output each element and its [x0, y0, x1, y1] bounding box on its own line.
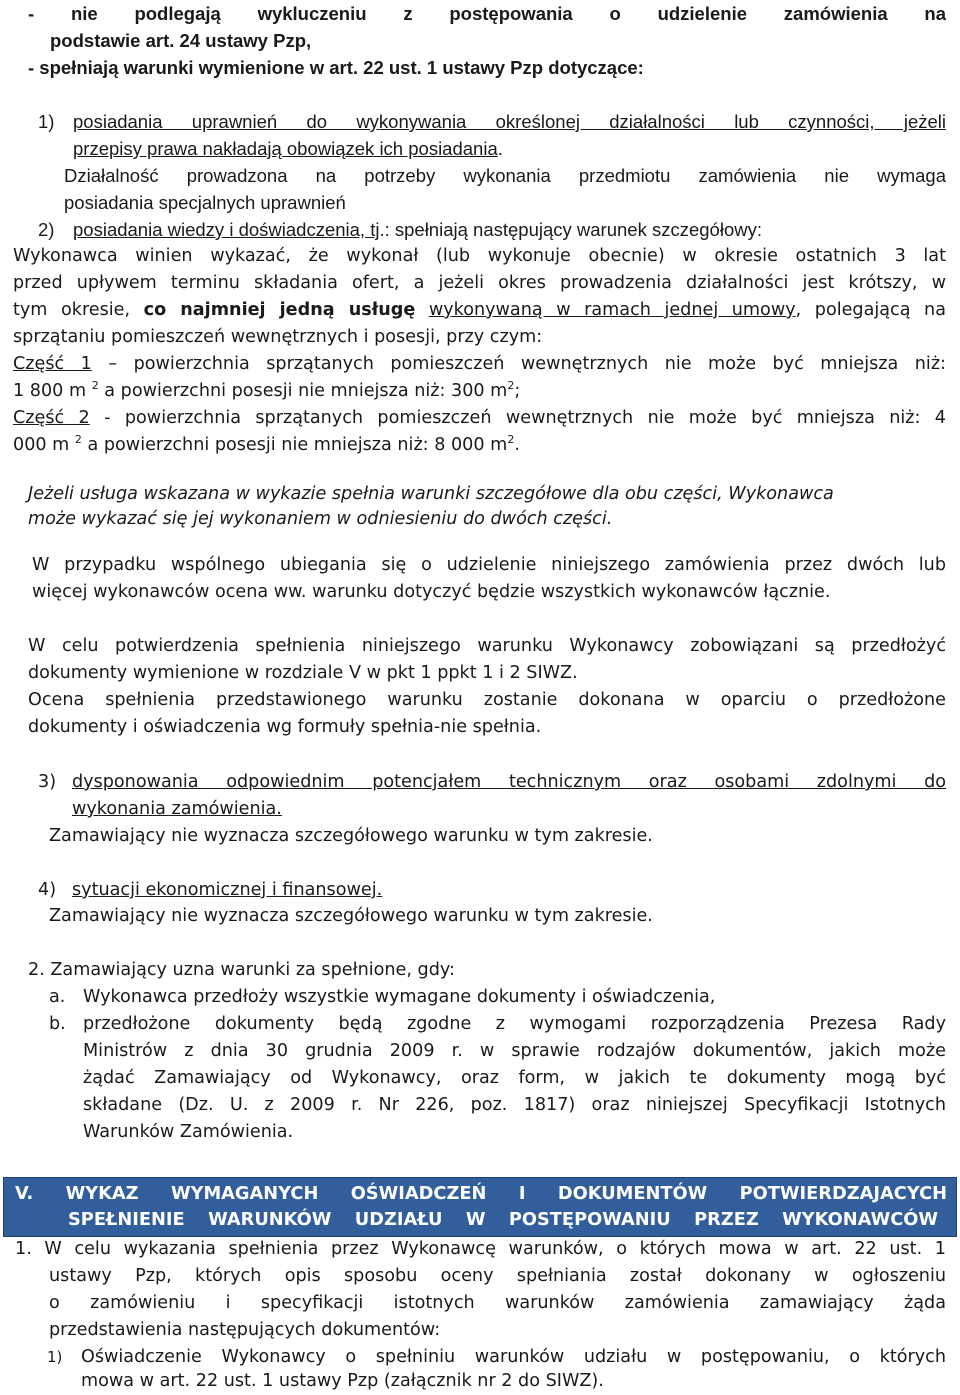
p1-line3-c: , polegającą na [795, 300, 946, 320]
evaluation-line2: dokumenty i oświadczenia wg formuły spełnia-nie spełnia. [28, 717, 542, 737]
part-1-area-c: ; [514, 381, 521, 401]
item-3-body: Zamawiający nie wyznacza szczegółowego warunku w tym zakresie. [49, 826, 653, 846]
section-2-b-line2: Ministrów z dnia 30 grudnia 2009 r. w sprawie rodzajów dokumentów, jakich może [83, 1041, 946, 1061]
part-1-text: – powierzchnia sprzątanych pomieszczeń wewnętrznych nie może być mniejsza niż: [91, 354, 946, 374]
part-1-sup-1: 2 [91, 379, 99, 392]
item-2-p1-line4: sprzątaniu pomieszczeń wewnętrznych i posesji, przy czym: [13, 327, 543, 347]
joint-bid-line2: więcej wykonawców ocena ww. warunku dotyczyć będzie wszystkich wykonawców łącznie. [32, 582, 831, 602]
requirement-dash-1-cont: podstawie art. 24 ustawy Pzp, [50, 30, 312, 51]
chapter-v-banner [3, 1177, 957, 1237]
italic-note-line1: Jeżeli usługa wskazana w wykazie spełnia warunki szczegółowe dla obu części, Wykonawca [28, 484, 834, 504]
section-2-a-text: Wykonawca przedłoży wszystkie wymagane dokumenty i oświadczenia, [83, 987, 716, 1007]
chapter-v-sub1-line1: Oświadczenie Wykonawcy o spełniniu warunków udziału w postępowaniu, o których [81, 1347, 946, 1367]
item-4-number: 4) [38, 880, 57, 900]
item-1-body-cont: posiadania specjalnych uprawnień [64, 192, 346, 213]
item-2-number: 2) [38, 219, 55, 240]
part-2-area-c: . [514, 435, 520, 455]
chapter-v-p1-line4: przedstawienia następujących dokumentów: [49, 1320, 441, 1340]
chapter-v-p1-line1: 1. W celu wykazania spełnienia przez Wykonawcę warunków, o których mowa w art. 22 ust. 1 [15, 1239, 946, 1259]
requirement-dash-2: - spełniają warunki wymienione w art. 22 ust. 1 ustawy Pzp dotyczące: [28, 57, 644, 78]
part-2-area-a: 000 m [13, 435, 75, 455]
p1-line3-bold: co najmniej jedną usługę [143, 300, 416, 320]
item-1-body: Działalność prowadzona na potrzeby wykonania przedmiotu zamówienia nie wymaga [64, 165, 946, 186]
part-2-line1 [13, 405, 946, 432]
part-1-line2 [13, 378, 520, 405]
item-2-title-text: posiadania wiedzy i doświadczenia, tj [73, 219, 380, 240]
item-2-p1-line1: Wykonawca winien wykazać, że wykonał (lub wykonuje obecnie) w okresie ostatnich 3 lat [13, 246, 946, 266]
section-2-b-line4: składane (Dz. U. z 2009 r. Nr 226, poz. 1817) oraz niniejszej Specyfikacji Istotnych [83, 1095, 946, 1115]
requirement-dash-1: - nie podlegają wykluczeniu z postępowania o udzielenie zamówienia na [28, 3, 946, 24]
section-2-b-line3: żądać Zamawiający od Wykonawcy, oraz form, w jakich te dokumenty mogą być [83, 1068, 946, 1088]
part-1-sup-2: 2 [507, 379, 515, 392]
item-3-title: dysponowania odpowiednim potencjałem technicznym oraz osobami zdolnymi do [72, 772, 946, 792]
p1-line3-underlined: wykonywaną w ramach jednej umowy [428, 300, 796, 320]
joint-bid-line1: W przypadku wspólnego ubiegania się o udzielenie niniejszego zamówienia przez dwóch lub [32, 555, 946, 575]
part-1-area-a: 1 800 m [13, 381, 92, 401]
italic-note-line2: może wykazać się jej wykonaniem w odniesieniu do dwóch części. [28, 509, 613, 529]
part-1-line1 [13, 351, 946, 378]
item-1-title-cont-text: przepisy prawa nakładają obowiązek ich posiadania [73, 138, 498, 159]
item-4-body: Zamawiający nie wyznacza szczegółowego warunku w tym zakresie. [49, 906, 653, 926]
chapter-v-heading-line2: SPEŁNIENIE WARUNKÓW UDZIAŁU W POSTĘPOWANIU PRZEZ WYKONAWCÓW [68, 1209, 938, 1230]
item-4-title: sytuacji ekonomicznej i finansowej. [72, 880, 383, 900]
part-2-line2 [13, 432, 520, 459]
item-1-title-cont [73, 135, 503, 162]
item-1-title: posiadania uprawnień do wykonywania określonej działalności lub czynności, jeżeli [73, 111, 946, 132]
confirm-line2: dokumenty wymienione w rozdziale V w pkt 1 ppkt 1 i 2 SIWZ. [28, 663, 578, 683]
part-2-sup-1: 2 [74, 433, 82, 446]
chapter-v-p1-line3: o zamówieniu i specyfikacji istotnych warunków zamówienia zamawiający żąda [49, 1293, 946, 1313]
section-2-a-label: a. [49, 987, 66, 1007]
confirm-line1: W celu potwierdzenia spełnienia niniejszego warunku Wykonawcy zobowiązani są przedłożyć [28, 636, 946, 656]
section-2-b-line5: Warunków Zamówienia. [83, 1122, 294, 1142]
chapter-v-p1-line2: ustawy Pzp, których opis sposobu oceny spełniania został dokonany w ogłoszeniu [49, 1266, 946, 1286]
part-2-label: Część 2 [13, 408, 90, 428]
section-2-heading: 2. Zamawiający uzna warunki za spełnione, gdy: [28, 960, 455, 980]
section-2-b-label: b. [49, 1014, 66, 1034]
part-2-area-b: a powierzchni posesji nie mniejsza niż: 8 000 m [81, 435, 508, 455]
item-2-title-rest: .: spełniają następujący warunek szczegółowy: [379, 219, 762, 240]
part-1-label: Część 1 [13, 354, 92, 374]
item-2-p1-line2: przed upływem terminu składania ofert, a jeżeli okres prowadzenia działalności jest krótszy, w [13, 273, 946, 293]
item-1-title-end: . [497, 138, 503, 159]
part-2-sup-2: 2 [507, 433, 515, 446]
item-3-number: 3) [38, 772, 57, 792]
item-1-number: 1) [38, 111, 55, 132]
chapter-v-sub1-line2: mowa w art. 22 ust. 1 ustawy Pzp (załącznik nr 2 do SIWZ). [81, 1371, 604, 1391]
part-2-text: - powierzchnia sprzątanych pomieszczeń wewnętrznych nie może być mniejsza niż: 4 [89, 408, 946, 428]
evaluation-line1: Ocena spełnienia przedstawionego warunku zostanie dokonana w oparciu o przedłożone [28, 690, 946, 710]
item-3-title-cont: wykonania zamówienia. [72, 799, 282, 819]
p1-line3-b [415, 300, 429, 320]
p1-line3-a: tym okresie, [13, 300, 144, 320]
part-1-area-b: a powierzchni posesji nie mniejsza niż: 300 m [98, 381, 508, 401]
item-2-p1-line3 [13, 297, 946, 324]
chapter-v-sub1-number: 1) [47, 1348, 63, 1366]
chapter-v-heading-line1: V. WYKAZ WYMAGANYCH OŚWIADCZEŃ I DOKUMENTÓW POTWIERDZAJACYCH [15, 1183, 947, 1204]
item-2-title [73, 216, 762, 243]
section-2-b-line1: przedłożone dokumenty będą zgodne z wymogami rozporządzenia Prezesa Rady [83, 1014, 946, 1034]
